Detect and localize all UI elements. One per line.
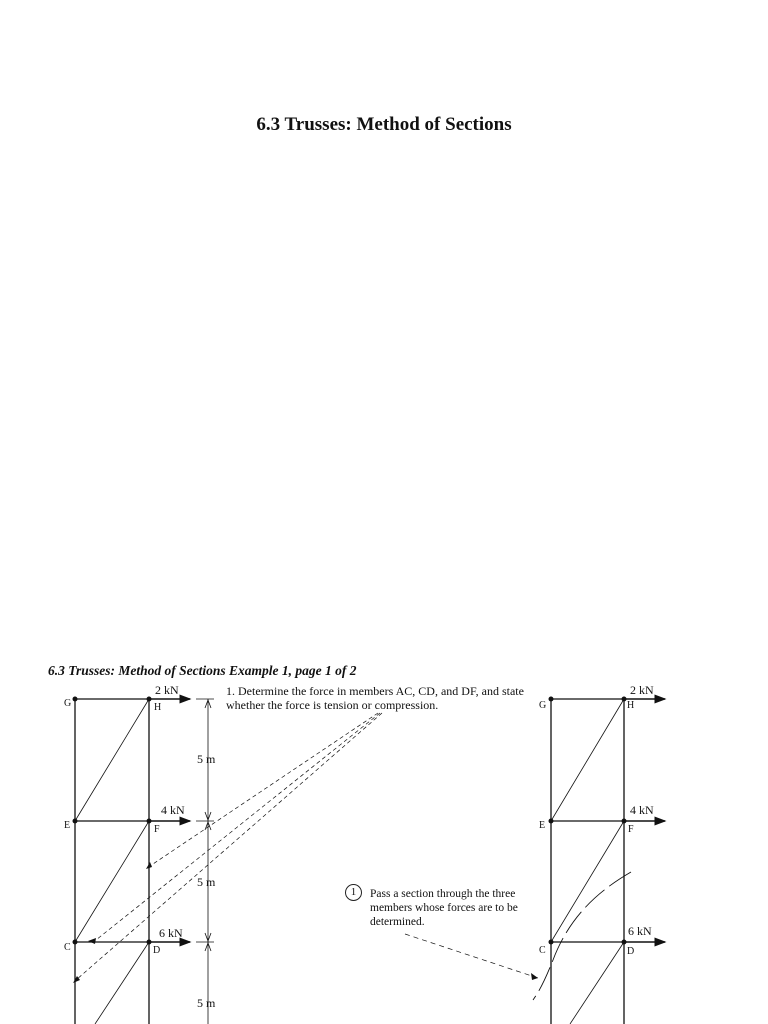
left-load-label-6kn: 6 kN <box>159 926 183 940</box>
right-node-label-g: G <box>539 700 547 711</box>
right-node-label-e: E <box>539 820 546 831</box>
left-node-label-g: G <box>64 698 72 709</box>
left-dimension-label-3: 5 m <box>197 996 216 1010</box>
leader-to-cd <box>96 713 380 940</box>
right-member-ad <box>570 942 624 1024</box>
left-node-label-h: H <box>154 702 162 713</box>
left-load-label-4kn: 4 kN <box>161 803 185 817</box>
left-load-label-2kn: 2 kN <box>155 683 179 697</box>
left-node-label-f: F <box>154 824 160 835</box>
right-member-cf <box>551 821 624 942</box>
step-number-badge: 1 <box>345 884 362 901</box>
leader-to-ac <box>76 713 382 980</box>
left-truss <box>75 699 382 1024</box>
right-load-label-6kn: 6 kN <box>628 924 652 938</box>
left-member-eh <box>75 699 149 821</box>
right-node-label-d: D <box>627 946 635 957</box>
left-member-cf <box>75 821 149 942</box>
left-dimension-label-1: 5 m <box>197 752 216 766</box>
page-title: 6.3 Trusses: Method of Sections <box>256 114 512 135</box>
right-load-label-2kn: 2 kN <box>630 683 654 697</box>
left-node-label-c: C <box>64 942 71 953</box>
right-member-eh <box>551 699 624 821</box>
right-truss <box>405 699 665 1024</box>
step-instruction: Pass a section through the three members whose forces are to be determined. <box>370 888 518 928</box>
problem-statement: 1. Determine the force in members AC, CD, and DF, and state whether the force is tension or compression. <box>226 684 524 712</box>
right-node-label-h: H <box>627 700 635 711</box>
example-heading: 6.3 Trusses: Method of Sections Example 1, page 1 of 2 <box>48 663 357 678</box>
left-dimension-label-2: 5 m <box>197 875 216 889</box>
leader-to-df <box>150 713 378 866</box>
left-node-label-e: E <box>64 820 71 831</box>
right-node-label-c: C <box>539 945 546 956</box>
left-node-label-d: D <box>153 945 161 956</box>
right-node-label-f: F <box>628 824 634 835</box>
left-member-ad <box>95 942 149 1024</box>
leader-to-section <box>405 934 538 978</box>
right-load-label-4kn: 4 kN <box>630 803 654 817</box>
